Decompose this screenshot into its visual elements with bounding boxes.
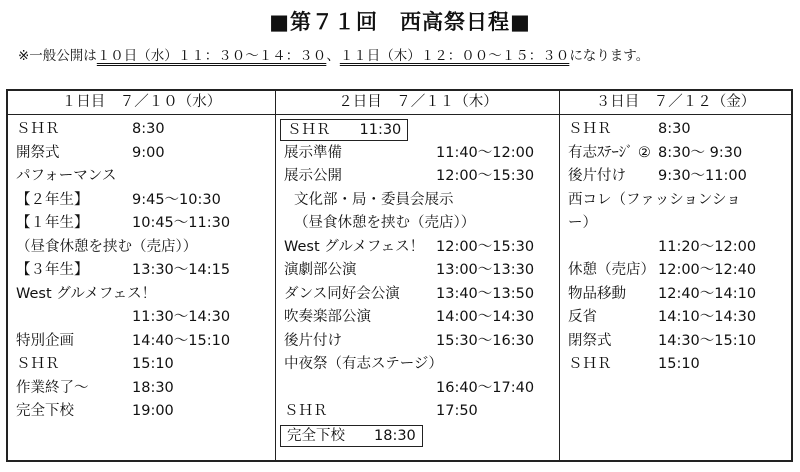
schedule-row: [560, 165, 791, 189]
row-label: 【３年生】: [16, 262, 89, 278]
schedule-row: [276, 283, 560, 307]
schedule-row: [560, 189, 791, 213]
row-time: 12:40～14:10: [658, 285, 757, 302]
schedule-row: [560, 283, 791, 307]
schedule-row: [276, 212, 560, 236]
schedule-row: [560, 353, 791, 377]
row-time: 13:00～13:30: [436, 262, 535, 278]
row-time: 15:30～16:30: [436, 332, 535, 349]
schedule-row: [276, 306, 560, 330]
row-label: 演劇部公演: [284, 262, 357, 278]
row-time: 19:00: [132, 403, 174, 419]
schedule-row: [8, 400, 275, 424]
schedule-row: [276, 236, 560, 260]
row-label: 休憩（売店）: [568, 262, 655, 278]
public-hours-note: [18, 44, 649, 64]
schedule-table: [6, 89, 793, 462]
row-label: West グルメフェス！: [16, 285, 157, 302]
row-time: 14:40～15:10: [132, 332, 231, 349]
schedule-row: [276, 424, 560, 448]
day1-column: [8, 91, 275, 460]
schedule-row: [276, 259, 560, 283]
day1-rows: [8, 115, 275, 424]
row-label: 西コレ（ファッションショ: [568, 191, 741, 208]
row-label: ＳＨＲ: [284, 403, 328, 419]
row-time: 12:00～15:30: [436, 168, 535, 184]
day1-heading: １日目 ７／１０（水）: [8, 91, 275, 115]
schedule-row: [8, 165, 275, 189]
schedule-row: [276, 377, 560, 401]
row-time: 11:30～14:30: [132, 309, 231, 325]
row-time: 17:50: [436, 403, 478, 419]
row-label: 作業終了～: [16, 379, 89, 396]
row-time: 10:45～11:30: [132, 215, 231, 231]
day3-heading: ３日目 ７／１２（金）: [560, 91, 791, 115]
row-time: 13:30～14:15: [132, 262, 231, 278]
row-label: ＳＨＲ: [16, 356, 60, 372]
row-time: 12:00～12:40: [658, 262, 757, 278]
row-label: 中夜祭（有志ステージ）: [284, 356, 443, 372]
row-time: 9:00: [132, 144, 165, 161]
row-label: ー）: [568, 215, 597, 231]
day3-column: [559, 91, 791, 460]
row-label: 【２年生】: [16, 191, 89, 208]
row-label: 展示準備: [284, 144, 342, 161]
day2-heading: ２日目 ７／１１（木）: [276, 91, 560, 115]
row-label: ＳＨＲ: [16, 121, 60, 137]
schedule-row: [276, 142, 560, 166]
row-label: West グルメフェス！: [284, 238, 425, 255]
note-day2-hours: １１日（木）１２：００～１５：３０: [339, 48, 570, 64]
schedule-row: [8, 283, 275, 307]
row-time: 15:10: [658, 356, 700, 372]
schedule-row: [8, 236, 275, 260]
row-label: ＳＨＲ: [568, 121, 612, 137]
row-time: 8:30: [658, 121, 691, 137]
row-label: 吹奏楽部公演: [284, 309, 371, 325]
row-label: （昼食休憩を挟む（売店））: [16, 238, 198, 255]
day2-rows: [276, 115, 560, 447]
row-label: 特別企画: [16, 332, 74, 349]
schedule-row: [276, 353, 560, 377]
schedule-row: [276, 400, 560, 424]
row-label: ダンス同好会公演: [284, 285, 400, 302]
schedule-row: [8, 259, 275, 283]
row-time: 8:30～ 9:30: [658, 144, 743, 161]
day2-column: [275, 91, 560, 460]
row-time: 13:40～13:50: [436, 285, 535, 302]
note-day1-hours: １０日（水）１１：３０～１４：３０: [96, 48, 327, 64]
schedule-row: [8, 118, 275, 142]
row-label: 後片付け: [568, 168, 626, 184]
note-separator: 、: [326, 48, 340, 64]
row-label: 完全下校: [16, 403, 74, 419]
schedule-row: [8, 377, 275, 401]
row-time: 14:00～14:30: [436, 309, 535, 325]
schedule-row: [8, 212, 275, 236]
schedule-row: [8, 142, 275, 166]
row-time: 11:20～12:00: [658, 238, 757, 255]
schedule-row: [276, 189, 560, 213]
schedule-row: [8, 330, 275, 354]
schedule-row: [560, 259, 791, 283]
row-time: 14:30～15:10: [658, 332, 757, 349]
day3-rows: [560, 115, 791, 377]
schedule-row: [560, 330, 791, 354]
schedule-row: [8, 306, 275, 330]
page-title: ■第７１回 西高祭日程■: [269, 10, 531, 34]
schedule-row: [276, 165, 560, 189]
schedule-row: [560, 142, 791, 166]
note-prefix: ※一般公開は: [18, 48, 97, 64]
row-time: 18:30: [132, 379, 174, 396]
row-label: ＳＨＲ: [568, 356, 612, 372]
row-time: 15:10: [132, 356, 174, 372]
row-label: 展示公開: [284, 168, 342, 184]
schedule-row: [276, 330, 560, 354]
row-label: 文化部・局・委員会展示: [294, 191, 454, 208]
row-label: 閉祭式: [568, 332, 612, 349]
note-suffix: になります。: [569, 48, 650, 64]
row-time: 9:30～11:00: [658, 168, 747, 184]
row-label: 有志ｽﾃｰｼﾞ ②: [568, 144, 651, 161]
row-label: 開祭式: [16, 144, 60, 161]
row-time: 8:30: [132, 121, 165, 137]
row-time: 12:00～15:30: [436, 238, 535, 255]
row-time: 14:10～14:30: [658, 309, 757, 325]
row-label: （昼食休憩を挟む（売店））: [294, 215, 476, 231]
schedule-row: [8, 353, 275, 377]
schedule-row: [276, 118, 560, 142]
schedule-row: [8, 189, 275, 213]
row-time: 16:40～17:40: [436, 379, 535, 396]
row-label: 反省: [568, 309, 597, 325]
schedule-row: [560, 212, 791, 236]
row-time: 9:45～10:30: [132, 191, 221, 208]
boxed-shr-entry: ＳＨＲ 11:30: [280, 119, 408, 141]
schedule-row: [560, 236, 791, 260]
row-time: 11:40～12:00: [436, 144, 535, 161]
boxed-dismissal-entry: 完全下校 18:30: [280, 425, 423, 447]
row-label: パフォーマンス: [16, 168, 117, 184]
row-label: 後片付け: [284, 332, 342, 349]
row-label: 物品移動: [568, 285, 626, 302]
schedule-row: [560, 118, 791, 142]
schedule-row: [560, 306, 791, 330]
row-label: 【１年生】: [16, 215, 89, 231]
